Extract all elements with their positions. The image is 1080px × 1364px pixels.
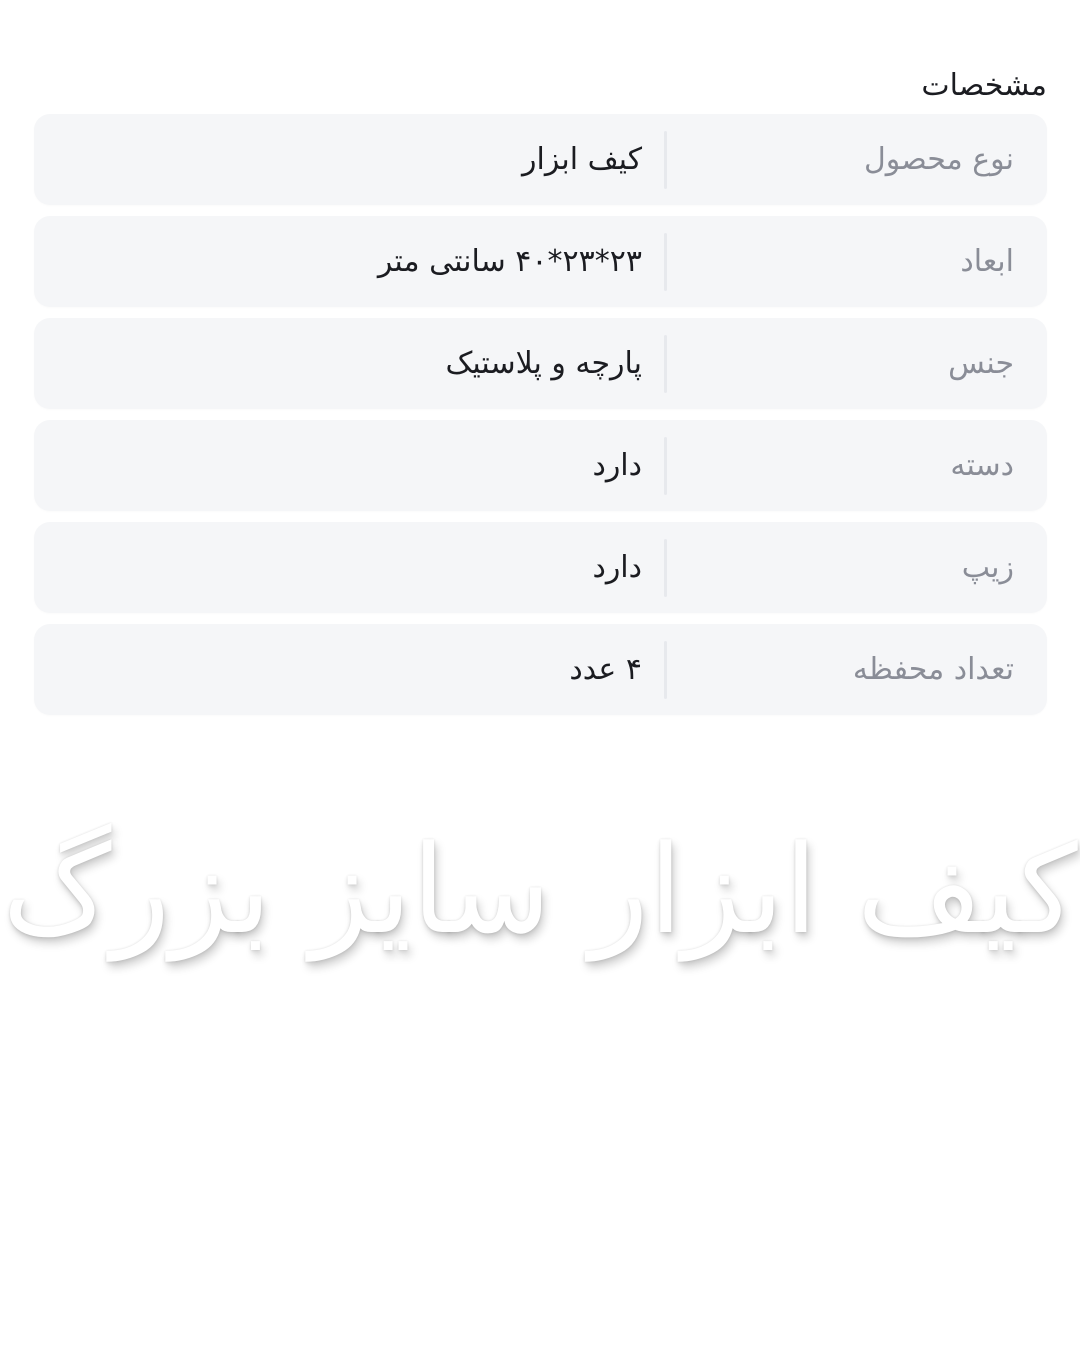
spec-divider bbox=[664, 131, 667, 189]
spec-row-zipper bbox=[34, 522, 1047, 613]
spec-row-compartments bbox=[34, 624, 1047, 715]
spec-value: ۲۳*۲۳*۴۰ سانتی متر bbox=[377, 244, 642, 279]
spec-divider bbox=[664, 335, 667, 393]
spec-divider bbox=[664, 437, 667, 495]
spec-value: دارد bbox=[592, 448, 642, 483]
section-title: مشخصات bbox=[921, 68, 1047, 103]
spec-row-dimensions bbox=[34, 216, 1047, 307]
watermark-title: کیف ابزار سایز بزرگ bbox=[2, 819, 1078, 961]
spec-divider bbox=[664, 539, 667, 597]
spec-key: ابعاد bbox=[960, 244, 1014, 279]
spec-row-material bbox=[34, 318, 1047, 409]
spec-divider bbox=[664, 641, 667, 699]
spec-key: نوع محصول bbox=[863, 142, 1014, 177]
spec-value: کیف ابزار bbox=[522, 142, 642, 177]
spec-value: ۴ عدد bbox=[569, 652, 642, 687]
spec-divider bbox=[664, 233, 667, 291]
spec-row-handle bbox=[34, 420, 1047, 511]
spec-row-product-type bbox=[34, 114, 1047, 205]
spec-value: دارد bbox=[592, 550, 642, 585]
spec-value: پارچه و پلاستیک bbox=[445, 346, 642, 381]
spec-key: جنس bbox=[948, 346, 1014, 381]
spec-key: تعداد محفظه bbox=[852, 652, 1014, 687]
spec-key: دسته bbox=[950, 448, 1014, 483]
spec-key: زیپ bbox=[961, 550, 1014, 585]
spec-list bbox=[34, 114, 1047, 726]
